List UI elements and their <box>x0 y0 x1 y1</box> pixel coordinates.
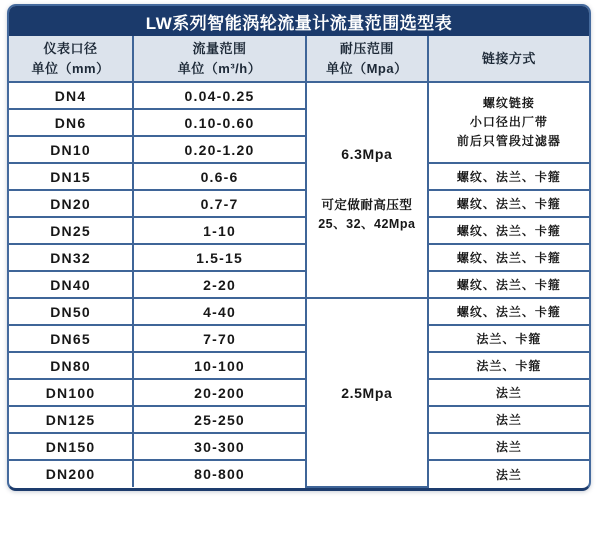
table-row <box>9 433 589 460</box>
connection-cell: 螺纹、法兰、卡箍 <box>428 217 589 244</box>
connection-note-line: 螺纹链接 <box>482 95 535 110</box>
diameter-cell: DN125 <box>9 406 133 433</box>
connection-cell: 螺纹、法兰、卡箍 <box>428 298 589 325</box>
connection-note-line: 前后只管段过滤器 <box>456 134 561 149</box>
col-header-diameter <box>9 36 133 82</box>
table-row <box>9 406 589 433</box>
diameter-cell: DN10 <box>9 136 133 163</box>
diameter-cell: DN6 <box>9 109 133 136</box>
connection-cell: 法兰、卡箍 <box>428 325 589 352</box>
col-header-pressure <box>306 36 428 82</box>
flow-range-cell: 2-20 <box>133 271 306 298</box>
header-line: 仪表口径 <box>43 41 98 56</box>
connection-cell: 法兰、卡箍 <box>428 352 589 379</box>
flow-range-cell: 0.10-0.60 <box>133 109 306 136</box>
flow-range-cell: 0.7-7 <box>133 190 306 217</box>
diameter-cell: DN50 <box>9 298 133 325</box>
connection-cell-small-diameter <box>428 82 589 163</box>
table-row <box>9 460 589 487</box>
pressure-main-value: 2.5Mpa <box>341 384 393 401</box>
header-unit: 单位（mm） <box>31 60 110 76</box>
pressure-cell-high-group <box>306 82 428 298</box>
flow-range-cell: 0.04-0.25 <box>133 82 306 109</box>
flow-range-cell: 25-250 <box>133 406 306 433</box>
flow-range-cell: 4-40 <box>133 298 306 325</box>
connection-cell: 法兰 <box>428 379 589 406</box>
flow-range-cell: 7-70 <box>133 325 306 352</box>
flow-range-cell: 1-10 <box>133 217 306 244</box>
flow-range-cell: 20-200 <box>133 379 306 406</box>
diameter-cell: DN4 <box>9 82 133 109</box>
pressure-main-value: 6.3Mpa <box>341 146 393 163</box>
flow-range-cell: 1.5-15 <box>133 244 306 271</box>
connection-cell: 法兰 <box>428 406 589 433</box>
header-line: 链接方式 <box>481 50 536 66</box>
diameter-cell: DN32 <box>9 244 133 271</box>
col-header-flow-range <box>133 36 306 82</box>
flow-range-cell: 10-100 <box>133 352 306 379</box>
diameter-cell: DN100 <box>9 379 133 406</box>
flow-range-cell: 80-800 <box>133 460 306 487</box>
header-line: 耐压范围 <box>339 41 394 56</box>
connection-cell: 螺纹、法兰、卡箍 <box>428 190 589 217</box>
diameter-cell: DN25 <box>9 217 133 244</box>
diameter-cell: DN15 <box>9 163 133 190</box>
pressure-note-line: 25、32、42Mpa <box>318 217 416 231</box>
pressure-custom-note <box>307 196 427 234</box>
col-header-connection <box>428 36 589 82</box>
table-row <box>9 217 589 244</box>
connection-cell: 法兰 <box>428 460 589 487</box>
diameter-cell: DN65 <box>9 325 133 352</box>
connection-cell: 螺纹、法兰、卡箍 <box>428 163 589 190</box>
connection-cell: 螺纹、法兰、卡箍 <box>428 244 589 271</box>
table-title: LW系列智能涡轮流量计流量范围选型表 <box>9 6 589 36</box>
header-row <box>9 36 589 82</box>
flow-range-cell: 0.20-1.20 <box>133 136 306 163</box>
diameter-cell: DN80 <box>9 352 133 379</box>
diameter-cell: DN150 <box>9 433 133 460</box>
header-line: 流量范围 <box>192 41 247 56</box>
pressure-cell-low-group <box>306 298 428 487</box>
pressure-note-line: 可定做耐高压型 <box>321 198 413 213</box>
flow-range-cell: 0.6-6 <box>133 163 306 190</box>
table-row <box>9 379 589 406</box>
header-unit: 单位（m³/h） <box>177 60 262 76</box>
table-row <box>9 190 589 217</box>
table-row <box>9 298 589 325</box>
selection-table-card <box>7 4 591 491</box>
diameter-cell: DN40 <box>9 271 133 298</box>
connection-note-line: 小口径出厂带 <box>469 114 548 129</box>
diameter-cell: DN200 <box>9 460 133 487</box>
table-row <box>9 244 589 271</box>
diameter-cell: DN20 <box>9 190 133 217</box>
table-row <box>9 163 589 190</box>
spec-table <box>9 36 589 488</box>
table-row <box>9 352 589 379</box>
table-row <box>9 325 589 352</box>
header-unit: 单位（Mpa） <box>326 60 408 76</box>
table-row <box>9 271 589 298</box>
connection-cell: 螺纹、法兰、卡箍 <box>428 271 589 298</box>
connection-cell: 法兰 <box>428 433 589 460</box>
flow-range-cell: 30-300 <box>133 433 306 460</box>
table-row <box>9 82 589 109</box>
